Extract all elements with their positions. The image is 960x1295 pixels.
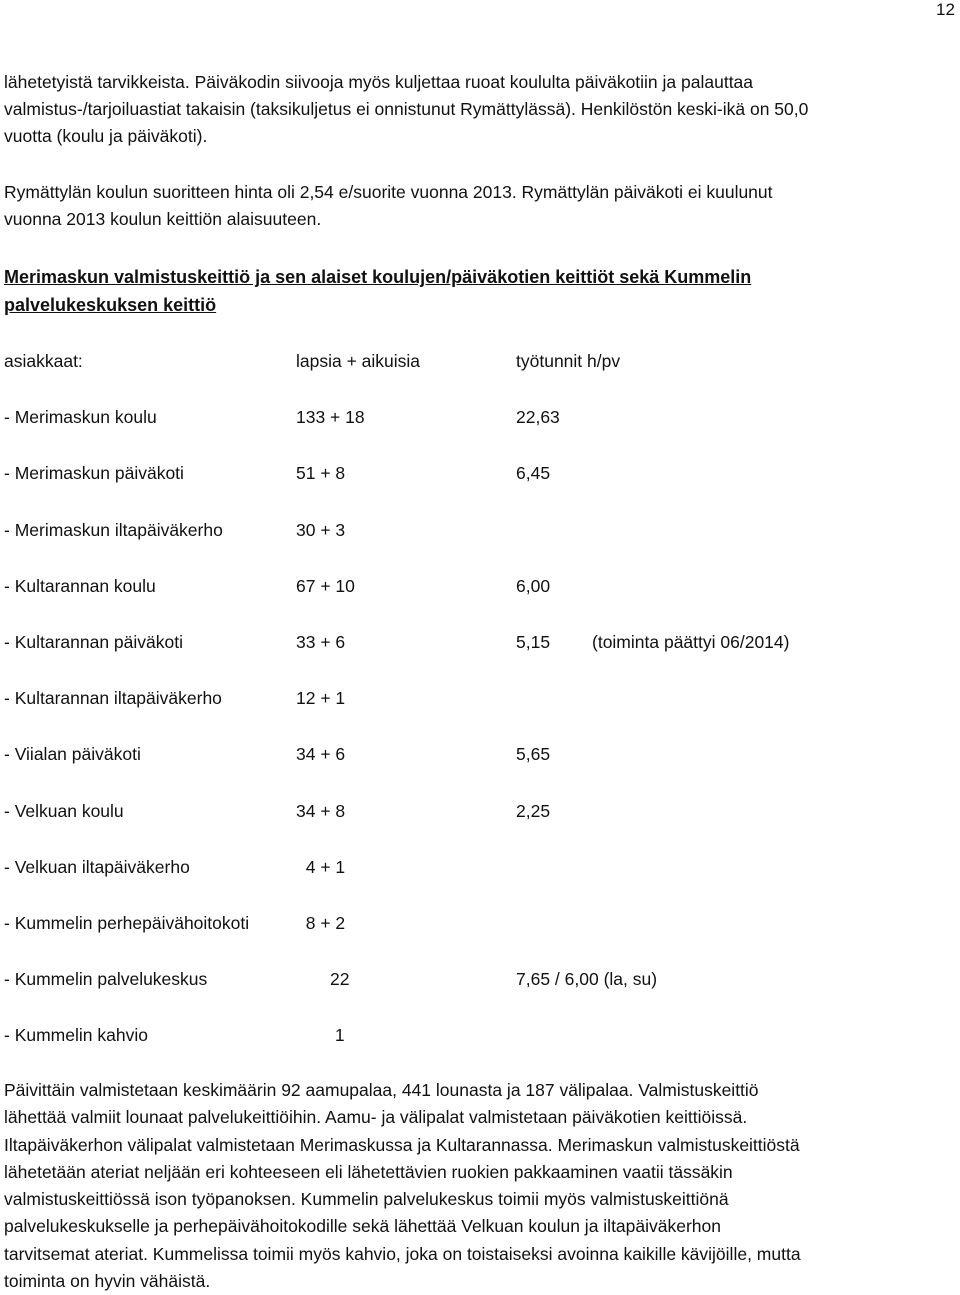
intro-paragraph [4, 69, 956, 150]
row-client-count: 1 [296, 1025, 345, 1046]
summary-line: tarvitsemat ateriat. Kummelissa toimii myös kahvio, joka on toistaiseksi avoinna kaikille kävijöille, mutta [4, 1243, 801, 1264]
row-client-name: - Merimaskun päiväkoti [4, 463, 184, 484]
row-client-name: - Kummelin palvelukeskus [4, 969, 208, 990]
section-heading-line: palvelukeskuksen keittiö [4, 295, 217, 315]
summary-line: lähetetään ateriat neljään eri kohteeseen eli lähetettävien ruokien pakkaaminen vaatii tässäkin [4, 1161, 733, 1182]
row-client-name: - Velkuan iltapäiväkerho [4, 856, 190, 877]
page-number: 12 [936, 0, 955, 19]
row-client-count: 30 + 3 [296, 519, 346, 540]
row-client-count: 4 + 1 [296, 856, 346, 877]
header-hours: työtunnit h/pv [516, 351, 621, 371]
table-row [4, 852, 954, 908]
section-heading [4, 263, 751, 319]
table-row [4, 908, 954, 964]
table-row [4, 627, 954, 683]
row-client-name: - Kultarannan koulu [4, 575, 156, 596]
row-work-hours: 5,15 [516, 631, 551, 652]
table-row [4, 1020, 954, 1076]
cost-line: Rymättylän koulun suoritteen hinta oli 2,54 e/suorite vuonna 2013. Rymättylän päiväkoti ei kuulunut [4, 182, 773, 202]
cost-paragraph [4, 179, 956, 233]
table-row [4, 571, 954, 627]
row-client-name: - Kultarannan päiväkoti [4, 631, 183, 652]
summary-line: toiminta on hyvin vähäistä. [4, 1271, 211, 1292]
row-client-name: - Kultarannan iltapäiväkerho [4, 688, 222, 709]
row-work-hours: 7,65 / 6,00 (la, su) [516, 969, 658, 990]
row-work-hours: 5,65 [516, 744, 551, 765]
row-client-name: - Velkuan koulu [4, 800, 124, 821]
kitchen-clients-table [4, 346, 954, 1076]
row-work-hours: 2,25 [516, 800, 551, 821]
table-row [4, 964, 954, 1020]
header-count: lapsia + aikuisia [296, 351, 421, 371]
summary-line: Iltapäiväkerhon välipalat valmistetaan Merimaskussa ja Kultarannassa. Merimaskun valmistuskeittiöstä [4, 1134, 800, 1155]
row-client-count: 34 + 6 [296, 744, 346, 765]
summary-line: lähettää valmiit lounaat palvelukeittiöihin. Aamu- ja välipalat valmistetaan päiväkotien keittiöissä. [4, 1107, 748, 1128]
row-work-hours: 22,63 [516, 407, 560, 428]
table-body [4, 402, 954, 1076]
section-heading-line: Merimaskun valmistuskeittiö ja sen alaiset koulujen/päiväkotien keittiöt sekä Kummelin [4, 267, 752, 287]
table-header-row [4, 346, 954, 402]
row-client-count: 22 [296, 969, 350, 990]
row-client-name: - Kummelin perhepäivähoitokoti [4, 912, 250, 933]
row-client-count: 51 + 8 [296, 463, 346, 484]
row-client-count: 12 + 1 [296, 688, 346, 709]
row-client-name: - Merimaskun koulu [4, 407, 157, 428]
row-note: (toiminta päättyi 06/2014) [592, 631, 790, 652]
table-row [4, 402, 954, 458]
row-client-count: 8 + 2 [296, 912, 346, 933]
row-client-name: - Kummelin kahvio [4, 1025, 148, 1046]
intro-line: valmistus-/tarjoiluastiat takaisin (taksikuljetus ei onnistunut Rymättylässä). Henkilöstön keski-ikä on 50,0 [4, 99, 809, 119]
summary-line: palvelukeskukselle ja perhepäivähoitokodille sekä lähettää Velkuan koulun ja iltapäiväkerhon [4, 1216, 722, 1237]
header-clients: asiakkaat: [4, 351, 83, 371]
row-client-count: 133 + 18 [296, 407, 365, 428]
row-client-count: 33 + 6 [296, 631, 346, 652]
row-work-hours: 6,45 [516, 463, 551, 484]
row-client-name: - Viialan päiväkoti [4, 744, 141, 765]
table-row [4, 458, 954, 514]
table-row [4, 739, 954, 795]
row-client-count: 34 + 8 [296, 800, 346, 821]
summary-paragraph [4, 1077, 956, 1295]
row-client-count: 67 + 10 [296, 575, 355, 596]
intro-line: vuotta (koulu ja päiväkoti). [4, 126, 208, 146]
table-row [4, 683, 954, 739]
summary-line: valmistuskeittiössä ison työpanoksen. Kummelin palvelukeskus toimii myös valmistuskeittiönä [4, 1189, 729, 1210]
table-row [4, 796, 954, 852]
intro-line: lähetetyistä tarvikkeista. Päiväkodin siivooja myös kuljettaa ruoat koululta päiväkotiin ja palauttaa [4, 72, 754, 92]
summary-line: Päivittäin valmistetaan keskimäärin 92 aamupalaa, 441 lounasta ja 187 välipalaa. Valmistuskeittiö [4, 1080, 759, 1100]
table-row [4, 515, 954, 571]
row-client-name: - Merimaskun iltapäiväkerho [4, 519, 223, 540]
cost-line: vuonna 2013 koulun keittiön alaisuuteen. [4, 209, 322, 229]
row-work-hours: 6,00 [516, 575, 551, 596]
